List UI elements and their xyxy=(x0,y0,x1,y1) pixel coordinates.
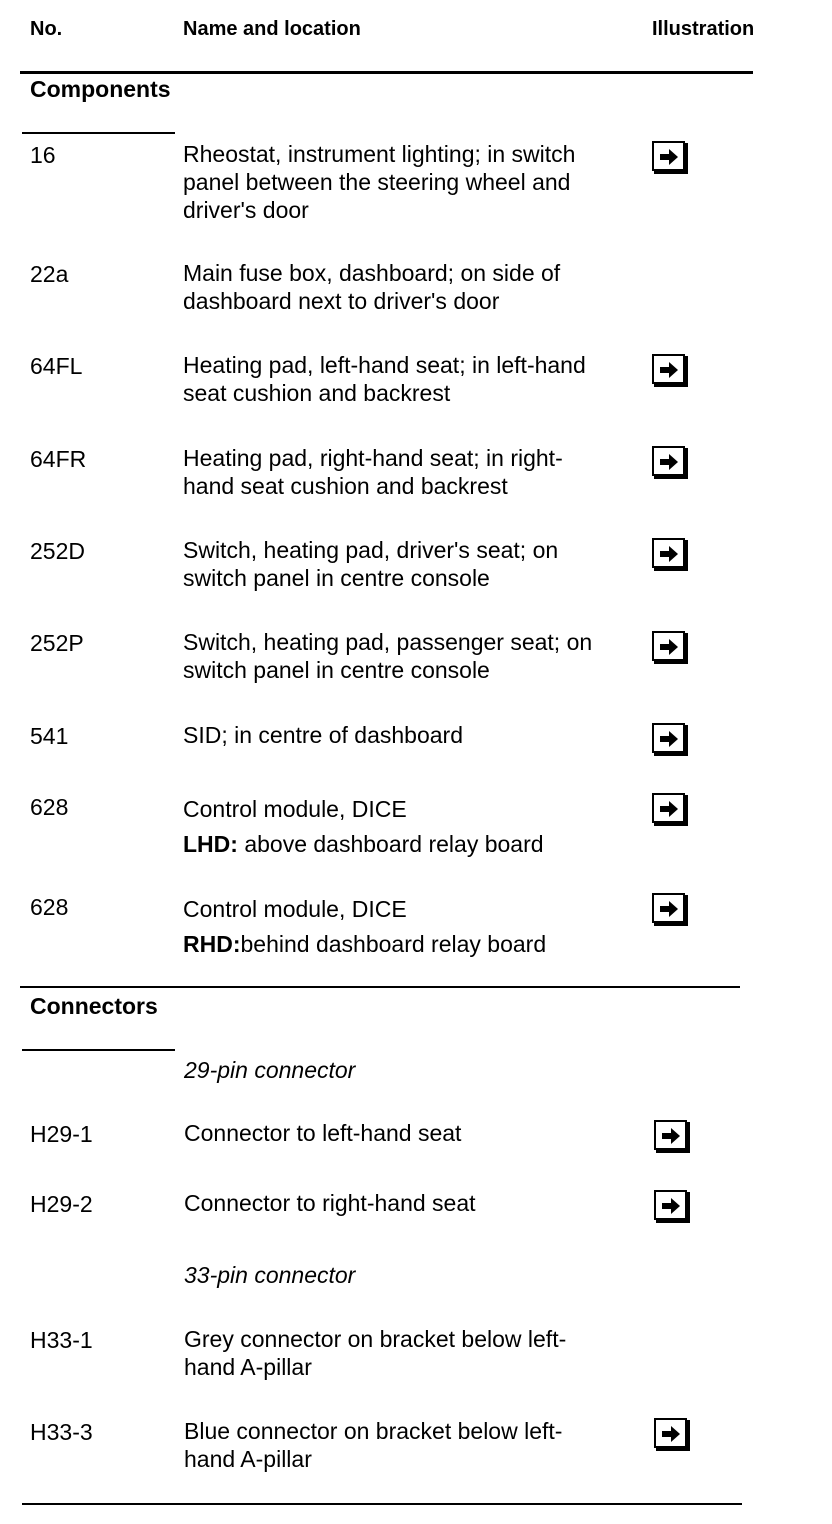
arrow-right-icon[interactable] xyxy=(652,354,685,384)
section-divider xyxy=(20,986,740,988)
component-description: Control module, DICE LHD: above dashboard relay board xyxy=(183,796,544,857)
arrow-right-icon[interactable] xyxy=(652,893,685,923)
component-description: Control module, DICE RHD:behind dashboard relay board xyxy=(183,896,547,957)
section-rule xyxy=(22,132,175,134)
component-number: 541 xyxy=(30,723,69,749)
connector-number: H33-1 xyxy=(30,1327,93,1353)
header-name-location: Name and location xyxy=(183,18,361,40)
connector-description: Blue connector on bracket below left- hand A-pillar xyxy=(184,1418,563,1472)
component-number: 64FR xyxy=(30,446,87,472)
component-description: Switch, heating pad, passenger seat; on switch panel in centre console xyxy=(183,629,593,683)
connector-group-33-pin: 33-pin connector xyxy=(184,1262,356,1288)
connector-number: H29-2 xyxy=(30,1191,93,1217)
connector-description: Connector to left-hand seat xyxy=(184,1120,462,1146)
section-rule xyxy=(22,1049,175,1051)
arrow-right-icon[interactable] xyxy=(654,1190,687,1220)
header-rule xyxy=(20,71,753,74)
component-description: Switch, heating pad, driver's seat; on switch panel in centre console xyxy=(183,537,559,591)
arrow-right-icon[interactable] xyxy=(654,1418,687,1448)
component-description: Heating pad, right-hand seat; in right- hand seat cushion and backrest xyxy=(183,445,563,499)
component-number: 628 xyxy=(30,794,69,820)
header-no: No. xyxy=(30,18,63,40)
component-description: Heating pad, left-hand seat; in left-hand seat cushion and backrest xyxy=(183,352,586,406)
component-description: Main fuse box, dashboard; on side of dashboard next to driver's door xyxy=(183,260,561,314)
arrow-right-icon[interactable] xyxy=(652,538,685,568)
arrow-right-icon[interactable] xyxy=(652,446,685,476)
arrow-right-icon[interactable] xyxy=(652,793,685,823)
section-title-connectors: Connectors xyxy=(30,993,158,1019)
connector-description: Connector to right-hand seat xyxy=(184,1190,476,1216)
connector-number: H29-1 xyxy=(30,1121,93,1147)
arrow-right-icon[interactable] xyxy=(652,723,685,753)
component-number: 64FL xyxy=(30,353,83,379)
arrow-right-icon[interactable] xyxy=(654,1120,687,1150)
component-description: SID; in centre of dashboard xyxy=(183,722,463,748)
component-number: 16 xyxy=(30,142,56,168)
arrow-right-icon[interactable] xyxy=(652,631,685,661)
header-illustration: Illustration xyxy=(652,18,755,40)
component-number: 252D xyxy=(30,538,85,564)
component-number: 22a xyxy=(30,261,69,287)
component-number: 252P xyxy=(30,630,84,656)
section-title-components: Components xyxy=(30,76,171,102)
arrow-right-icon[interactable] xyxy=(652,141,685,171)
component-description: Rheostat, instrument lighting; in switch panel between the steering wheel and driver's door xyxy=(183,141,576,223)
connector-number: H33-3 xyxy=(30,1419,93,1445)
connector-group-29-pin: 29-pin connector xyxy=(184,1057,356,1083)
component-number: 628 xyxy=(30,894,69,920)
connector-description: Grey connector on bracket below left- hand A-pillar xyxy=(184,1326,567,1380)
bottom-rule xyxy=(22,1503,742,1505)
